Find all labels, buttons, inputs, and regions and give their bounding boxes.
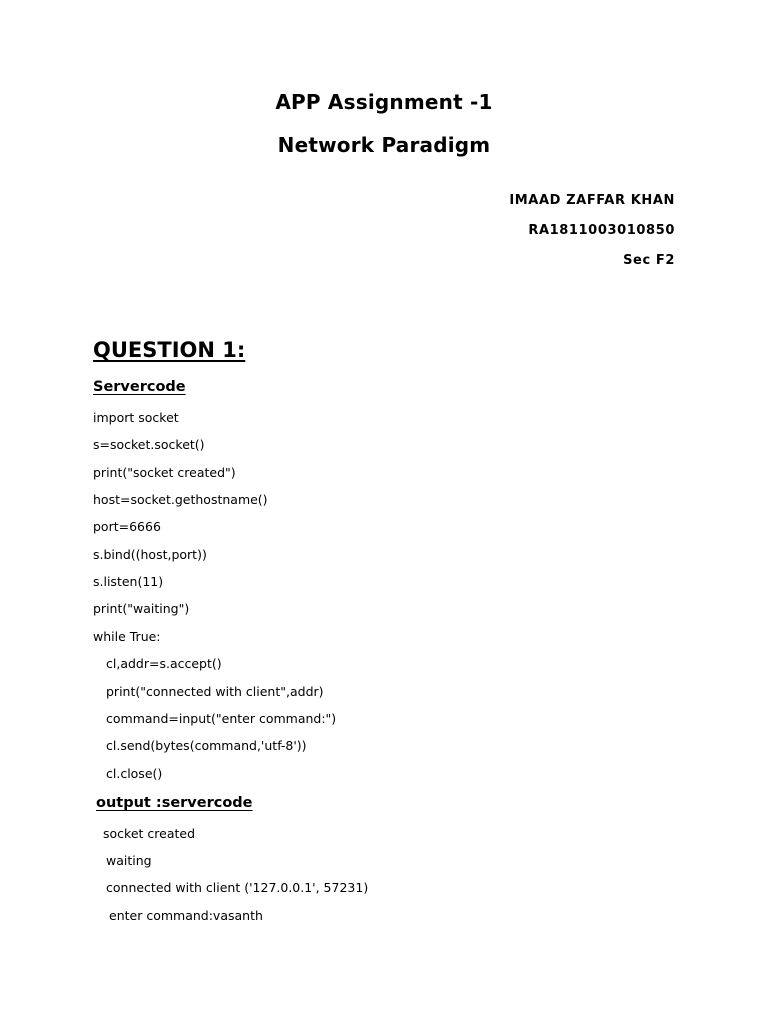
output-line: waiting (106, 853, 152, 868)
output-line: enter command:vasanth (109, 908, 263, 923)
code-line: command=input("enter command:") (106, 711, 337, 726)
output-line: connected with client ('127.0.0.1', 57231) (106, 880, 369, 895)
code-line: cl,addr=s.accept() (106, 656, 222, 671)
section-label: Sec F2 (623, 253, 675, 268)
output-line: socket created (103, 826, 196, 841)
code-line: print("waiting") (93, 601, 190, 616)
code-line: s.bind((host,port)) (93, 547, 207, 562)
document-title: APP Assignment -1 (275, 90, 493, 114)
code-line: print("socket created") (93, 465, 236, 480)
code-line: import socket (93, 410, 179, 425)
code-line: cl.close() (106, 766, 163, 781)
code-line: host=socket.gethostname() (93, 492, 268, 507)
code-line: s=socket.socket() (93, 437, 205, 452)
code-line: port=6666 (93, 519, 161, 534)
registration-number: RA1811003010850 (528, 223, 675, 238)
code-line: s.listen(11) (93, 574, 164, 589)
code-line: print("connected with client",addr) (106, 684, 324, 699)
servercode-heading: Servercode (93, 379, 186, 395)
code-line: cl.send(bytes(command,'utf-8')) (106, 738, 307, 753)
question-heading: QUESTION 1: (93, 338, 246, 362)
output-heading: output :servercode (96, 795, 253, 811)
document-subtitle: Network Paradigm (277, 133, 491, 157)
code-line: while True: (93, 629, 161, 644)
author-name: IMAAD ZAFFAR KHAN (509, 193, 675, 208)
